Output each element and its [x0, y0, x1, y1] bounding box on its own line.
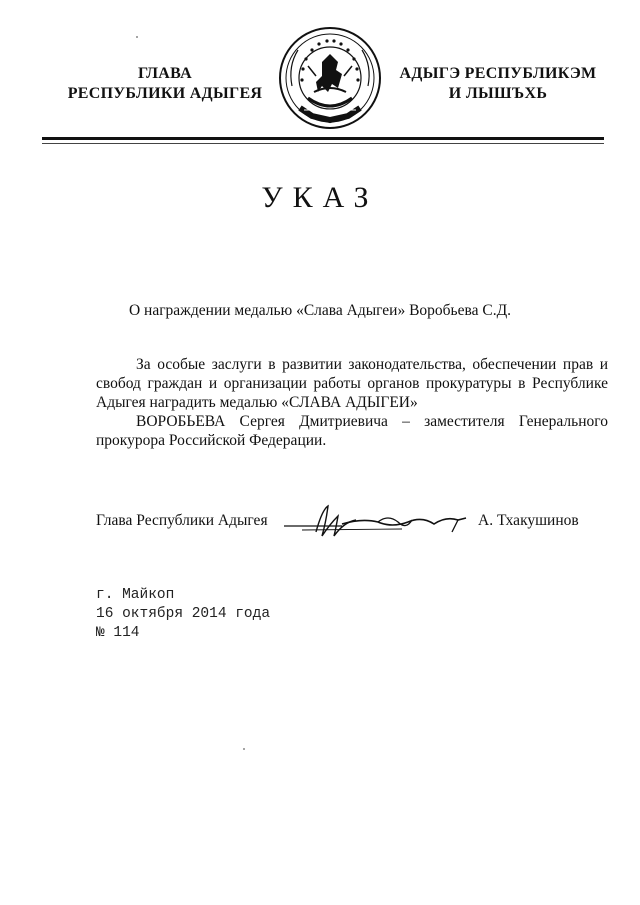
header-divider-thin — [42, 143, 604, 144]
document-title: УКАЗ — [261, 181, 379, 214]
scan-speck — [136, 36, 138, 38]
header-left-title — [40, 64, 290, 104]
header-left-line2: РЕСПУБЛИКИ АДЫГЕЯ — [67, 85, 263, 102]
body-paragraph-1: За особые заслуги в развитии законодательства, обеспечении прав и свобод граждан и организации работы органов прокуратуры в Республике Адыгея наградить медалью «СЛАВА АДЫГЕИ» — [96, 356, 608, 411]
header-right-line1: АДЫГЭ РЕСПУБЛИКЭМ — [399, 65, 597, 82]
handwritten-signature-icon — [282, 502, 470, 542]
signatory-name: А. Тхакушинов — [478, 512, 579, 529]
header-right-title — [392, 64, 604, 104]
document-number: № 114 — [96, 625, 140, 641]
document-subject: О награждении медалью «Слава Адыгеи» Воробьева С.Д. — [128, 302, 512, 319]
issue-place: г. Майкоп — [96, 587, 175, 603]
header-divider-thick — [42, 137, 604, 140]
signatory-post: Глава Республики Адыгея — [96, 512, 268, 529]
document-body — [96, 355, 608, 450]
header-right-line2: И ЛЫШЪХЬ — [448, 85, 548, 102]
header-left-line1: ГЛАВА — [138, 65, 192, 82]
scan-speck — [243, 748, 245, 750]
issue-date: 16 октября 2014 года — [96, 606, 271, 622]
body-paragraph-2: ВОРОБЬЕВА Сергея Дмитриевича – заместителя Генерального прокурора Российской Федерации. — [96, 413, 608, 449]
coat-of-arms-icon — [278, 26, 382, 130]
